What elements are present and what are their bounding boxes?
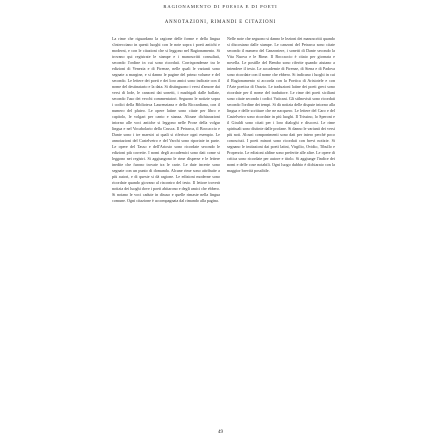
page-number: 49 (218, 430, 223, 435)
text-column-right (227, 36, 335, 424)
column-text: Nelle note che seguono si danno le lezioni dei manoscritti quando si discostano dalle stampe. Le canzoni del Petrarca sono citate secondo il numero del Canzoniere, i sonetti di Dante secondo la Vita Nuova e le Rime. Il Boccaccio è citato per giornata e novella. Le postille del Bembo sono riferite quando aiutano a intendere il testo. Le accademie di Firenze, di Siena e di Padova sono ricordate con il nome che ebbero. Si indicano i luoghi in cui il Ragionamento si accorda con la Poetica di Aristotele e con l'Arte poetica di Orazio. Le traduzioni latine dei poeti greci sono ricordate per il nome del traduttore. Le rime dei poeti siciliani sono citate secondo i codici Vaticani. Gli stilnovisti sono ricordati secondo l'ordine dei tempi. Si dà notizia delle dispute intorno alla lingua e delle scritture che ne nacquero. Le lettere del Caro e del Castelvetro sono ricordate in più luoghi. Il Trissino, lo Speroni e il Giraldi sono citati per i loro dialoghi e discorsi. Le rime spirituali sono distinte dalle profane. Si danno le varianti dei versi più noti. Alcuni componimenti sono dati per intero perché poco conosciuti. I poeti minori sono ricordati con brevi notizie. Si segnano le imitazioni dai poeti latini, Virgilio, Ovidio, Tibullo e Properzio. Le edizioni aldine sono preferite alle altre. Le opere di critica sono ricordate per autore e titolo. Si aggiunge l'indice dei nomi e delle cose notabili. Ogni luogo dubbio è dichiarato con la maggior brevità possibile. (227, 36, 335, 173)
section-title: ANNOTAZIONI, RIMANDI E CITAZIONI (164, 20, 277, 25)
text-column-left (112, 36, 220, 424)
column-text: La rime che riguardano la ragione delle forme e della lingua s'intrecciano in questi luoghi con le note sopra i poeti antichi e moderni, e con le citazioni che si leggono nel Ragionamento. Si trovano qui registrate le stampe e i manoscritti consultati, secondo l'ordine in cui sono ricordati. Corrispondenze tra le edizioni di Venezia e di Firenze, nelle quali le varianti sono segnate a margine, e si danno le pagine del primo volume e del secondo. Le lettere dei poeti e dei loro amici sono indicate con il nome del destinatario e la data. Si distinguono i versi d'amore dai versi di lode, le canzoni dai sonetti, i madrigali dalle ballate, secondo l'uso dei vecchi commentatori. Seguono le notizie sopra i codici della Biblioteca Laurenziana e della Riccardiana, con il numero del pluteo. Le opere latine sono citate per libro e capitolo, le volgari per canto e stanza. Alcune dichiarazioni intorno alle voci antiche si leggono nelle Prose della volgar lingua e nel Vocabolario della Crusca. Il Petrarca, il Boccaccio e Dante sono i tre maestri ai quali si riferisce ogni esempio. Le annotazioni del Castelvetro e del Varchi sono riportate in parte. Le opere del Tasso e dell'Ariosto sono ricordate secondo le edizioni più corrette. I nomi degli accademici sono dati come si leggono nei registri. Si aggiungono le rime disperse e le lettere inedite che furono trovate tra le carte. Le date incerte sono segnate con un punto di domanda. Alcune rime sono attribuite a più autori, e di queste si dà ragione. Le edizioni moderne sono ricordate quando giovano al riscontro del testo. Il lettore troverà notizia dei luoghi dove i poeti abitarono e degli amici che ebbero. Si notano le voci cadute in disuso e quelle rimaste nella lingua comune. Ogni citazione è accompagnata dal rimando alla pagina. (112, 36, 220, 203)
running-head: RAGIONAMENTO DI POESIA E DI POETI (163, 4, 278, 9)
